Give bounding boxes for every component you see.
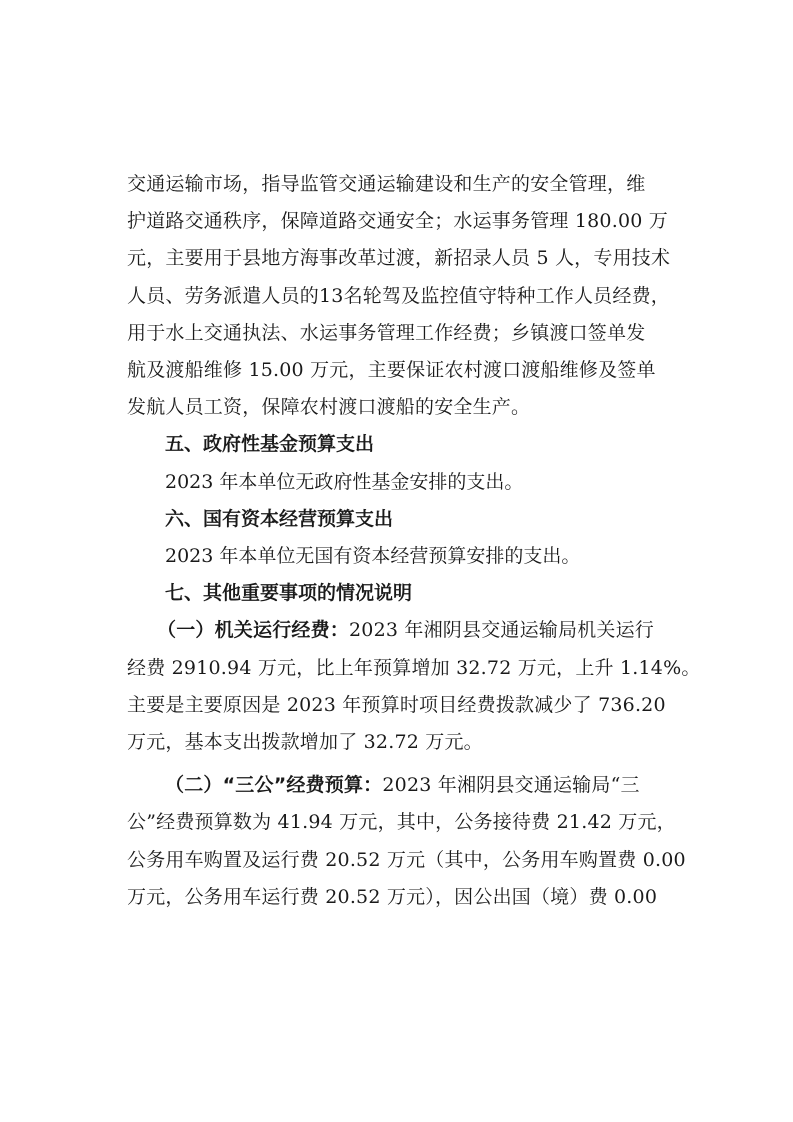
document-body [127,166,701,916]
text-line: 人员、劳务派遣人员的13名轮驾及监控值守特种工作人员经费， [127,284,670,307]
text-line: 交通运输市场，指导监管交通运输建设和生产的安全管理，维 [127,173,646,195]
text-line: 经费 2910.94 万元，比上年预算增加 32.72 万元，上升 1.14%。 [127,656,701,679]
item-label: （一）机关运行经费： [157,619,350,642]
paragraph-item-1 [127,612,701,761]
text-line: 公”经费预算数为 41.94 万元，其中，公务接待费 21.42 万元， [127,811,676,834]
text-line: 万元，基本支出拨款增加了 32.72 万元。 [127,731,483,754]
text-line: 用于水上交通执法、水运事务管理工作经费；乡镇渡口签单发 [127,321,646,344]
section-text-5: 2023 年本单位无政府性基金安排的支出。 [165,470,524,493]
text-line: 主要是主要原因是 2023 年预算时项目经费拨款减少了 736.20 [127,693,666,716]
paragraph-item-2 [127,767,687,916]
section-heading-6: 六、国有资本经营预算支出 [165,507,394,530]
item-first-line-text: 2023 年湘阴县交通运输局机关运行 [349,619,655,642]
text-line [127,612,687,649]
item-label: （二）“三公”经费预算： [165,774,383,797]
section-heading-7: 七、其他重要事项的情况说明 [165,582,413,605]
section-text-6: 2023 年本单位无国有资本经营预算安排的支出。 [165,545,581,568]
text-line: 航及渡船维修 15.00 万元，主要保证农村渡口渡船维修及签单 [127,359,656,382]
section-heading-5: 五、政府性基金预算支出 [165,433,375,456]
paragraph-continuation [127,166,687,426]
item-first-line-text: 2023 年湘阴县交通运输局“三 [382,774,640,797]
text-line: 万元，公务用车运行费 20.52 万元），因公出国（境）费 0.00 [127,885,658,908]
text-line: 元，主要用于县地方海事改革过渡，新招录人员 5 人，专用技术 [127,247,671,270]
text-line: 公务用车购置及运行费 20.52 万元（其中，公务用车购置费 0.00 [127,848,686,871]
text-line [127,767,687,804]
text-line: 发航人员工资，保障农村渡口渡船的安全生产。 [127,396,531,419]
text-line: 护道路交通秩序，保障道路交通安全；水运事务管理 180.00 万 [127,210,668,233]
